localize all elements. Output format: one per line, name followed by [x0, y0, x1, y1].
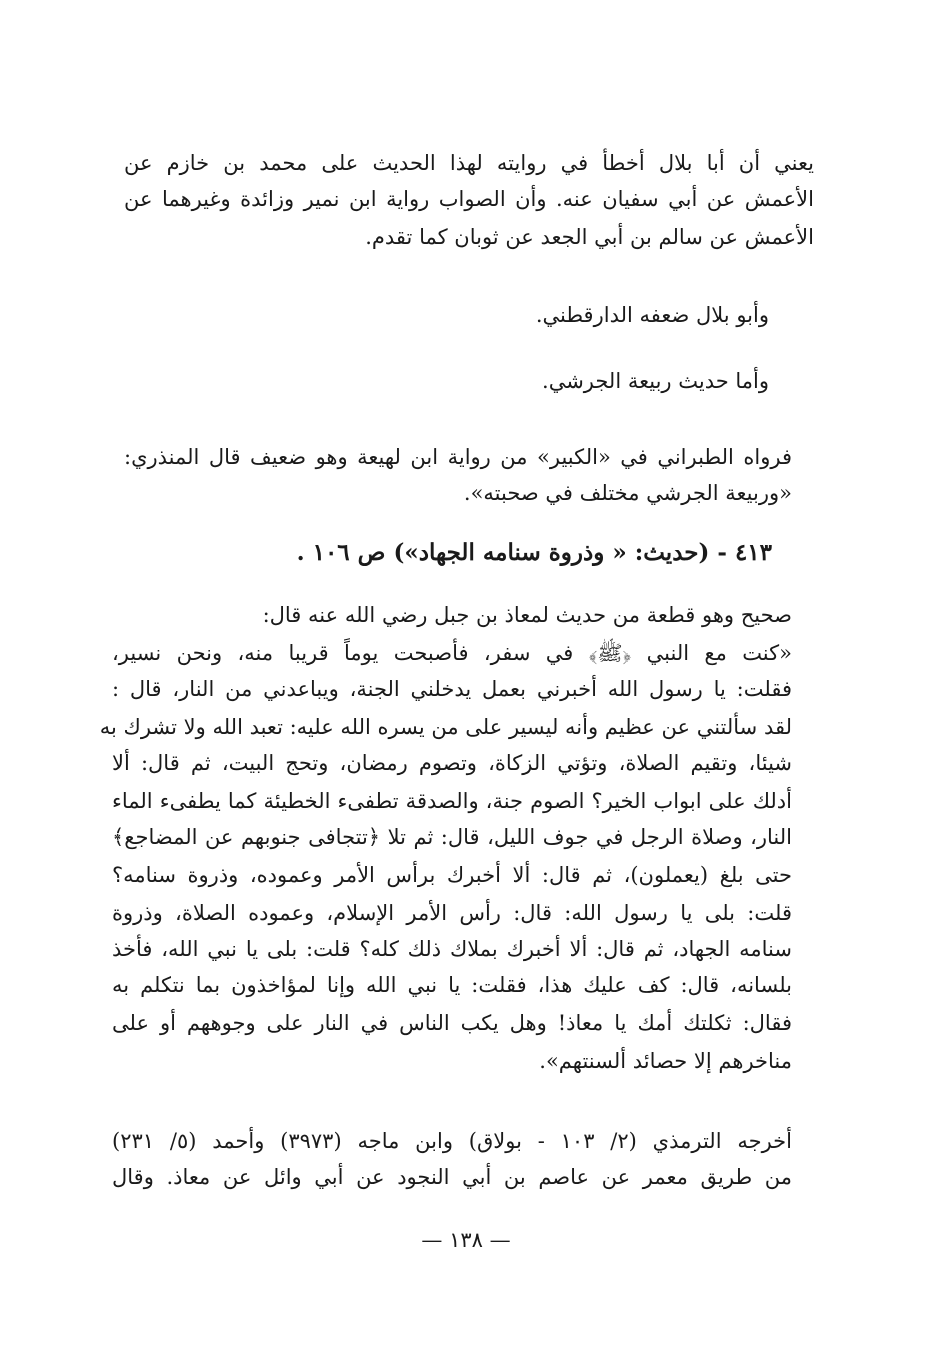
- paragraph2: وأبو بلال ضعفه الدارقطني.: [535, 303, 769, 327]
- paragraph1-line-3: الأعمش عن سالم بن أبي الجعد عن ثوبان كما تقدم.: [365, 225, 814, 249]
- paragraph1-line-1: يعني أن أبا بلال أخطأ في روايته لهذا الحديث على محمد بن خازم عن: [124, 151, 814, 175]
- section-heading: ٤١٣ - (حديث: « وذروة سنامه الجهاد») ص ١٠٦ .: [296, 539, 772, 566]
- paragraph4-line-2: «وربيعة الجرشي مختلف في صحبته».: [463, 481, 792, 505]
- paragraph5-line-2: «كنت مع النبي ﴿ﷺ﴾ في سفر، فأصبحت يوماً قريبا منه، ونحن نسير،: [112, 641, 792, 665]
- page-number: — ١٣٨ —: [421, 1228, 511, 1252]
- paragraph4-line-1: فرواه الطبراني في «الكبير» من رواية ابن لهيعة وهو ضعيف قال المنذري:: [124, 445, 792, 469]
- paragraph6-line-1: أخرجه الترمذي (٢/ ١٠٣ - بولاق) وابن ماجه (٣٩٧٣) وأحمد (٥/ ٢٣١): [112, 1129, 792, 1153]
- paragraph5-line-5: شيئا، وتقيم الصلاة، وتؤتي الزكاة، وتصوم رمضان، وتحج البيت، ثم قال: ألا: [112, 751, 792, 775]
- paragraph5-line-8: حتى بلغ (يعملون)، ثم قال: ألا أخبرك برأس الأمر وعموده، وذروة سنامه؟: [112, 863, 792, 887]
- paragraph5-line-12: فقال: ثكلتك أمك يا معاذ! وهل يكب الناس في النار على وجوههم أو على: [112, 1011, 792, 1035]
- paragraph5-line-4: لقد سألتني عن عظيم وأنه ليسير على من يسره الله عليه: تعبد الله ولا تشرك به: [99, 715, 792, 739]
- paragraph5-line-3: فقلت: يا رسول الله أخبرني بعمل يدخلني الجنة، ويباعدني من النار، قال :: [112, 677, 792, 701]
- paragraph6-line-2: من طريق معمر عن عاصم بن أبي النجود عن أبي وائل عن معاذ. وقال: [112, 1165, 792, 1189]
- paragraph5-line-11: بلسانه، قال: كف عليك هذا، فقلت: يا نبي الله وإنا لمؤاخذون بما نتكلم به: [112, 973, 792, 997]
- paragraph5-line-10: سنامه الجهاد، ثم قال: ألا أخبرك بملاك ذلك كله؟ قلت: بلى يا نبي الله، فأخذ: [112, 937, 792, 961]
- paragraph5-line-13: مناخرهم إلا حصائد ألسنتهم».: [539, 1049, 792, 1073]
- paragraph5-line-1: صحيح وهو قطعة من حديث لمعاذ بن جبل رضي الله عنه قال:: [262, 603, 792, 627]
- paragraph5-line-7: النار، وصلاة الرجل في جوف الليل، قال: ثم تلا ﴿تتجافى جنوبهم عن المضاجع﴾: [112, 825, 792, 849]
- paragraph1-line-2: الأعمش عن أبي سفيان عنه. وأن الصواب رواية ابن نمير وزائدة وغيرهما عن: [124, 187, 814, 211]
- paragraph5-line-6: أدلك على ابواب الخير؟ الصوم جنة، والصدقة تطفىء الخطيئة كما يطفىء الماء: [112, 789, 792, 813]
- paragraph5-line-9: قلت: بلى يا رسول الله: قال: رأس الأمر الإسلام، وعموده الصلاة، وذروة: [112, 901, 792, 925]
- paragraph3: وأما حديث ربيعة الجرشي.: [542, 369, 769, 393]
